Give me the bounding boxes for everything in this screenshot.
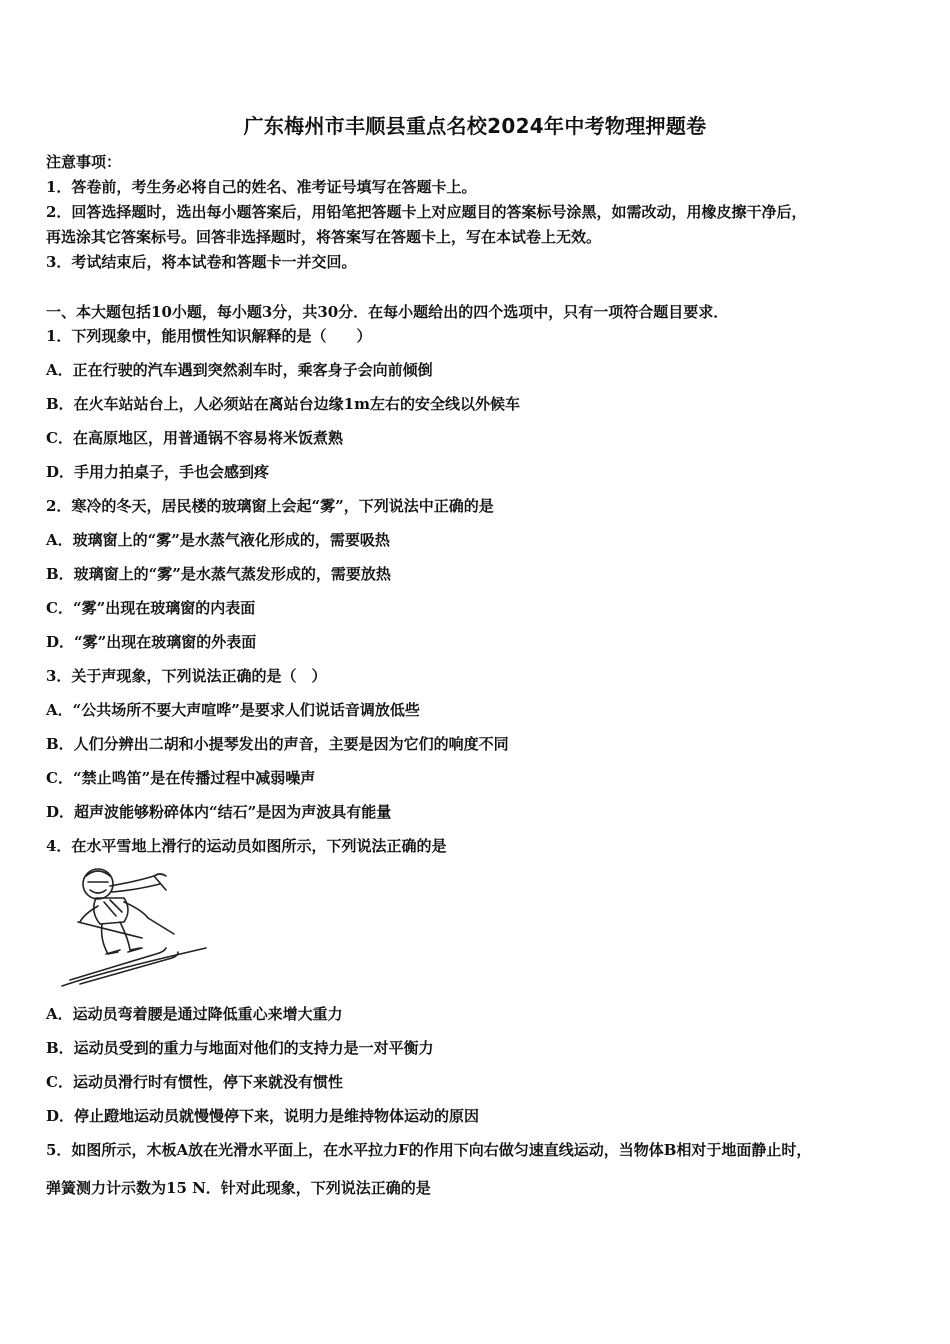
question-option: A．正在行驶的汽车遇到突然刹车时，乘客身子会向前倾倒 <box>46 361 433 379</box>
question-stem: 1．下列现象中，能用惯性知识解释的是（ ） <box>46 327 372 345</box>
question-stem: 4．在水平雪地上滑行的运动员如图所示，下列说法正确的是 <box>46 837 447 855</box>
question-option: D．手用力拍桌子，手也会感到疼 <box>46 463 270 481</box>
question-option: C．在高原地区，用普通锅不容易将米饭煮熟 <box>46 429 343 447</box>
question-stem: 3．关于声现象，下列说法正确的是（ ） <box>46 667 327 685</box>
question-option: A．“公共场所不要大声喧哗”是要求人们说话音调放低些 <box>46 701 420 719</box>
question-option: C．“禁止鸣笛”是在传播过程中减弱噪声 <box>46 769 316 787</box>
skier-head <box>83 869 113 899</box>
ski <box>80 952 178 984</box>
question-option: A．运动员弯着腰是通过降低重心来增大重力 <box>46 1005 343 1023</box>
notice-heading: 注意事项： <box>46 153 122 171</box>
question-option: B．玻璃窗上的“雾”是水蒸气蒸发形成的，需要放热 <box>46 565 391 583</box>
question-option: B．在火车站站台上，人必须站在离站台边缘1m左右的安全线以外候车 <box>46 395 520 413</box>
question-option: B．人们分辨出二胡和小提琴发出的声音，主要是因为它们的响度不同 <box>46 735 509 753</box>
question-stem: 2．寒冷的冬天，居民楼的玻璃窗上会起“雾”，下列说法中正确的是 <box>46 497 494 515</box>
slope-line <box>62 948 206 986</box>
question-option: A．玻璃窗上的“雾”是水蒸气液化形成的，需要吸热 <box>46 531 390 549</box>
question-option: C．运动员滑行时有惯性，停下来就没有惯性 <box>46 1073 343 1091</box>
section-intro: 一、本大题包括10小题，每小题3分，共30分．在每小题给出的四个选项中，只有一项符合题目要求． <box>46 303 729 321</box>
question-option: D．“雾”出现在玻璃窗的外表面 <box>46 633 257 651</box>
notice-item: 1．答卷前，考生务必将自己的姓名、准考证号填写在答题卡上。 <box>46 178 477 196</box>
notice-item: 3．考试结束后，将本试卷和答题卡一并交回。 <box>46 253 357 271</box>
notice-item: 再选涂其它答案标号。回答非选择题时，将答案写在答题卡上，写在本试卷上无效。 <box>46 228 602 246</box>
question-stem: 5．如图所示，木板A放在光滑水平面上，在水平拉力F的作用下向右做匀速直线运动，当物体B相对于地面静止时， <box>46 1141 812 1159</box>
page-title: 广东梅州市丰顺县重点名校2024年中考物理押题卷 <box>243 114 707 138</box>
question-stem: 弹簧测力计示数为15 N．针对此现象，下列说法正确的是 <box>46 1179 431 1197</box>
notice-item: 2．回答选择题时，选出每小题答案后，用铅笔把答题卡上对应题目的答案标号涂黑，如需改动，用橡皮擦干净后， <box>46 203 807 221</box>
skier-figure <box>44 862 214 992</box>
ski-pole <box>148 918 174 934</box>
question-option: D．超声波能够粉碎体内“结石”是因为声波具有能量 <box>46 803 392 821</box>
question-option: B．运动员受到的重力与地面对他们的支持力是一对平衡力 <box>46 1039 434 1057</box>
ski-pole <box>78 922 142 938</box>
question-option: D．停止蹬地运动员就慢慢停下来，说明力是维持物体运动的原因 <box>46 1107 480 1125</box>
question-option: C．“雾”出现在玻璃窗的内表面 <box>46 599 256 617</box>
